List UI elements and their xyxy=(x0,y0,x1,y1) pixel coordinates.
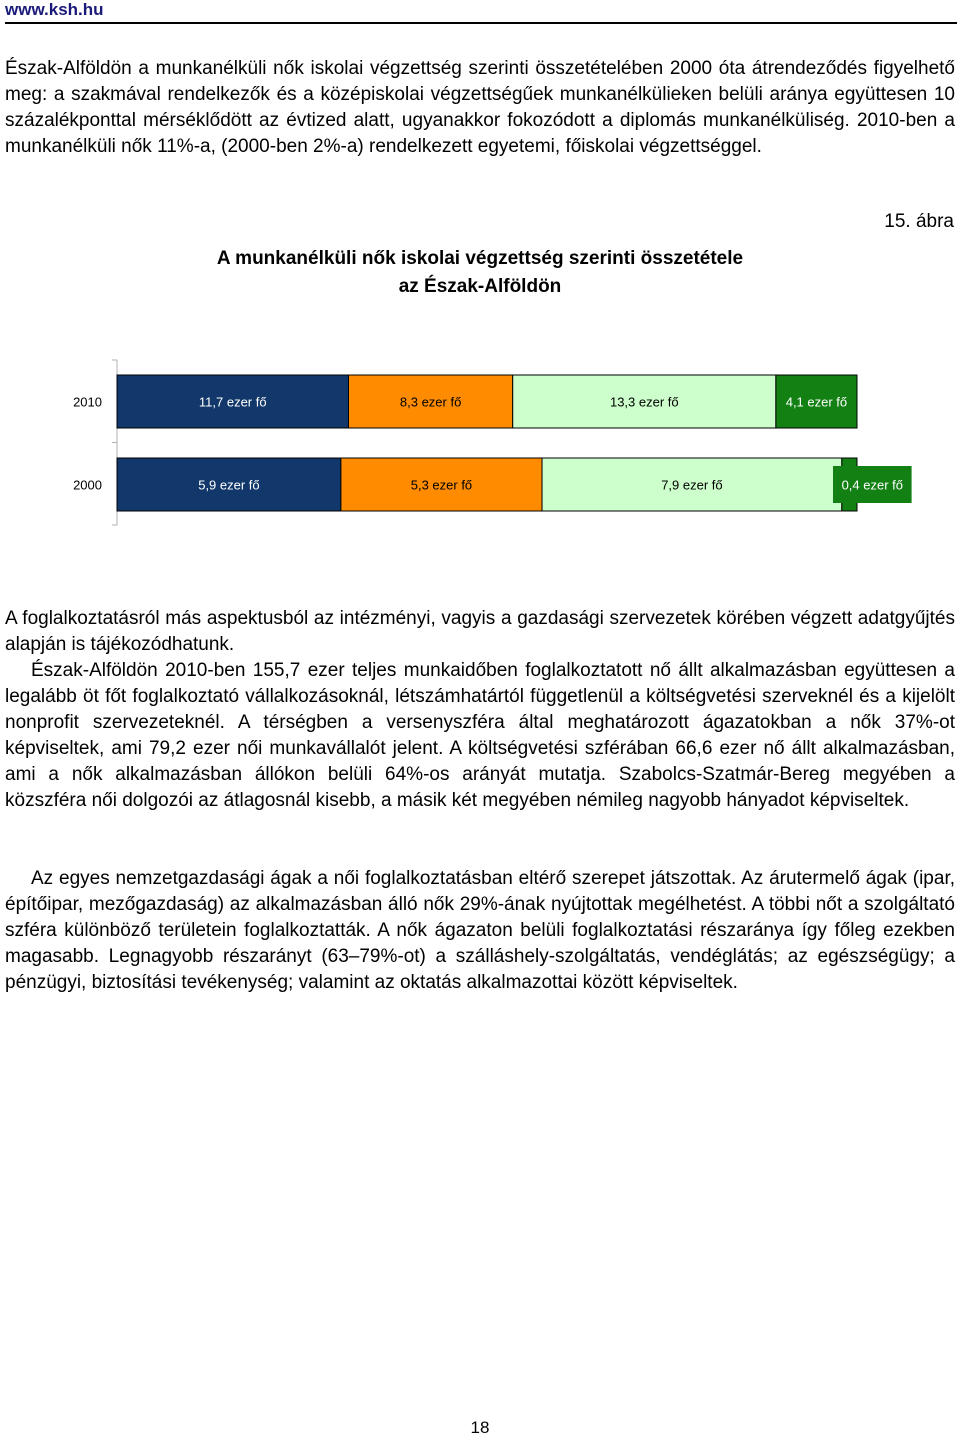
bar-segment-2000-2 xyxy=(341,458,542,511)
category-label-2000: 2000 xyxy=(73,477,102,493)
data-label: 8,3 ezer fő xyxy=(399,394,462,410)
data-label: 11,7 ezer fő xyxy=(198,394,267,410)
page-number: 18 xyxy=(470,1418,490,1437)
data-label: 0,4 ezer fő xyxy=(841,477,904,493)
body-paragraph-3 xyxy=(5,866,955,996)
chart-bars xyxy=(117,375,912,511)
category-label-2010: 2010 xyxy=(73,394,102,410)
body-paragraph-3-text: Az egyes nemzetgazdasági ágak a női foglalkoztatásban eltérő szerepet játszottak. Az árutermelő ágak (ipar, építőipar, mezőgazdaság) az alkalmazásban álló nők 29%-ának nyújtottak megélhetést. A többi nőt a szolgáltató szféra különböző területein foglalkoztatták. A nők ágazaton belüli foglalkoztatási részaránya így főleg ezekben magasabb. Legnagyobb részarányt (63–79%-ot) a szálláshely-szolgáltatás, vendéglátás; az egészségügy; a pénzügyi, biztosítási tevékenység; valamint az oktatás alkalmazottai között képviseltek. xyxy=(5,868,955,993)
data-label: 5,3 ezer fő xyxy=(410,477,473,493)
chart-title-line2: az Észak-Alföldön xyxy=(398,276,562,297)
data-label: 13,3 ezer fő xyxy=(609,394,679,410)
bar-segment-2010-3 xyxy=(513,375,776,428)
bar-segment-2000-4 xyxy=(833,458,912,511)
data-label: 7,9 ezer fő xyxy=(661,477,723,493)
stacked-bar-chart xyxy=(40,355,920,530)
chart-title-line1: A munkanélküli nők iskolai végzettség szerinti összetétele xyxy=(216,248,744,269)
bar-segment-2010-1 xyxy=(117,375,348,428)
bar-segment-2000-1 xyxy=(117,458,341,511)
chart-axes xyxy=(73,360,117,525)
bar-segment-2010-4 xyxy=(776,375,857,428)
site-url[interactable]: www.ksh.hu xyxy=(5,0,104,19)
body-paragraph-2 xyxy=(5,658,955,814)
intro-paragraph: Észak-Alföldön a munkanélküli nők iskolai végzettség szerinti összetételében 2000 óta átrendeződés figyelhető meg: a szakmával rendelkezők és a középiskolai végzettségűek munkanélkülieken belüli aránya együttesen 10 százalékponttal mérséklődött az évtized alatt, ugyanakkor fokozódott a diplomás munkanélküliség. 2010-ben a munkanélküli nők 11%-a, (2000-ben 2%-a) rendelkezett egyetemi, főiskolai végzettséggel. xyxy=(5,58,955,157)
bar-segment-2000-3 xyxy=(542,458,842,511)
body-paragraph-1: A foglalkoztatásról más aspektusból az intézményi, vagyis a gazdasági szervezetek körében végzett adatgyűjtés alapján is tájékozódhatunk. xyxy=(5,608,955,655)
header-rule xyxy=(5,22,957,24)
figure-number: 15. ábra xyxy=(884,211,954,232)
data-label: 5,9 ezer fő xyxy=(198,477,260,493)
data-label: 4,1 ezer fő xyxy=(785,394,848,410)
bar-segment-2010-2 xyxy=(348,375,512,428)
body-paragraph-2-text: Észak-Alföldön 2010-ben 155,7 ezer teljes munkaidőben foglalkoztatott nő állt alkalmazásban együttesen a legalább öt főt foglalkoztató vállalkozásoknál, létszámhatártól függetlenül a költségvetési szerveknél és a kijelölt nonprofit szervezeteknél. A térségben a versenyszféra által meghatározott ágazatokban a nők 37%-ot képviseltek, ami 79,2 ezer női munkavállalót jelent. A költségvetési szférában 66,6 ezer nő állt alkalmazásban, ami a nők alkalmazásban állókon belüli 64%-os arányát mutatja. Szabolcs-Szatmár-Bereg megyében a közszféra női dolgozói az átlagosnál kisebb, a másik két megyében némileg nagyobb hányadot képviseltek. xyxy=(5,660,955,811)
